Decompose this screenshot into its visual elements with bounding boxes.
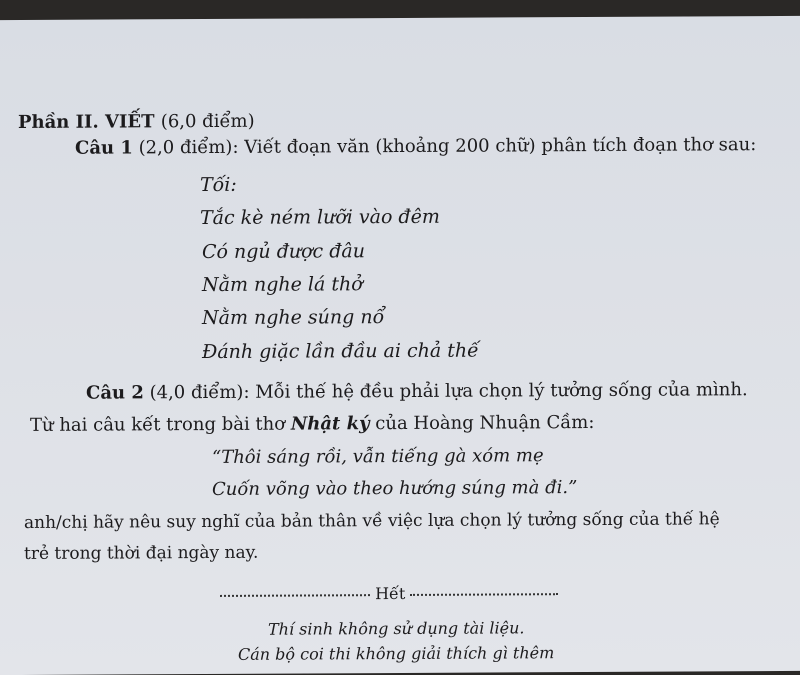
end-label: Hết bbox=[375, 583, 406, 604]
source-author: của Hoàng Nhuận Cầm: bbox=[369, 411, 595, 435]
dotted-line-right bbox=[410, 592, 558, 596]
exam-paper bbox=[0, 16, 800, 675]
question-2-prompt bbox=[86, 379, 748, 403]
poem-line: Tối: bbox=[200, 173, 237, 197]
poem-title: Nhật ký bbox=[290, 413, 370, 435]
question-1-label: Câu 1 bbox=[75, 137, 133, 159]
dotted-line-left bbox=[220, 593, 370, 597]
poem-line: Nằm nghe súng nổ bbox=[202, 306, 385, 330]
part-title: Phần II. VIẾT bbox=[18, 111, 155, 134]
quote-line: Cuốn võng vào theo hướng súng mà đi.” bbox=[212, 477, 578, 500]
question-1-points: (2,0 điểm) bbox=[138, 136, 233, 159]
poem-line: Có ngủ được đâu bbox=[202, 240, 365, 264]
source-prefix: Từ hai câu kết trong bài thơ bbox=[30, 413, 291, 436]
question-2-source bbox=[30, 412, 594, 436]
poem-line: Đánh giặc lần đầu ai chả thế bbox=[202, 339, 479, 364]
quote-line: “Thôi sáng rồi, vẫn tiếng gà xóm mẹ bbox=[212, 445, 544, 468]
question-2-points: (4,0 điểm) bbox=[149, 381, 244, 404]
question-1-text: : Viết đoạn văn (khoảng 200 chữ) phân tích đoạn thơ sau: bbox=[232, 134, 757, 158]
question-1-prompt bbox=[75, 134, 756, 159]
poem-line: Nằm nghe lá thở bbox=[202, 273, 363, 297]
footer-note: Thí sinh không sử dụng tài liệu. bbox=[268, 618, 525, 639]
question-2-label: Câu 2 bbox=[86, 382, 144, 404]
question-2-task-continued: trẻ trong thời đại ngày nay. bbox=[24, 542, 259, 564]
footer-note: Cán bộ coi thi không giải thích gì thêm bbox=[238, 643, 555, 664]
end-marker bbox=[220, 583, 558, 604]
part-heading bbox=[18, 111, 255, 133]
part-points: (6,0 điểm) bbox=[160, 110, 255, 133]
question-2-text: : Mỗi thế hệ đều phải lựa chọn lý tưởng sống của mình. bbox=[243, 379, 748, 403]
poem-line: Tắc kè ném lưỡi vào đêm bbox=[200, 205, 440, 230]
question-2-task: anh/chị hãy nêu suy nghĩ của bản thân về việc lựa chọn lý tưởng sống của thế hệ bbox=[24, 509, 720, 533]
